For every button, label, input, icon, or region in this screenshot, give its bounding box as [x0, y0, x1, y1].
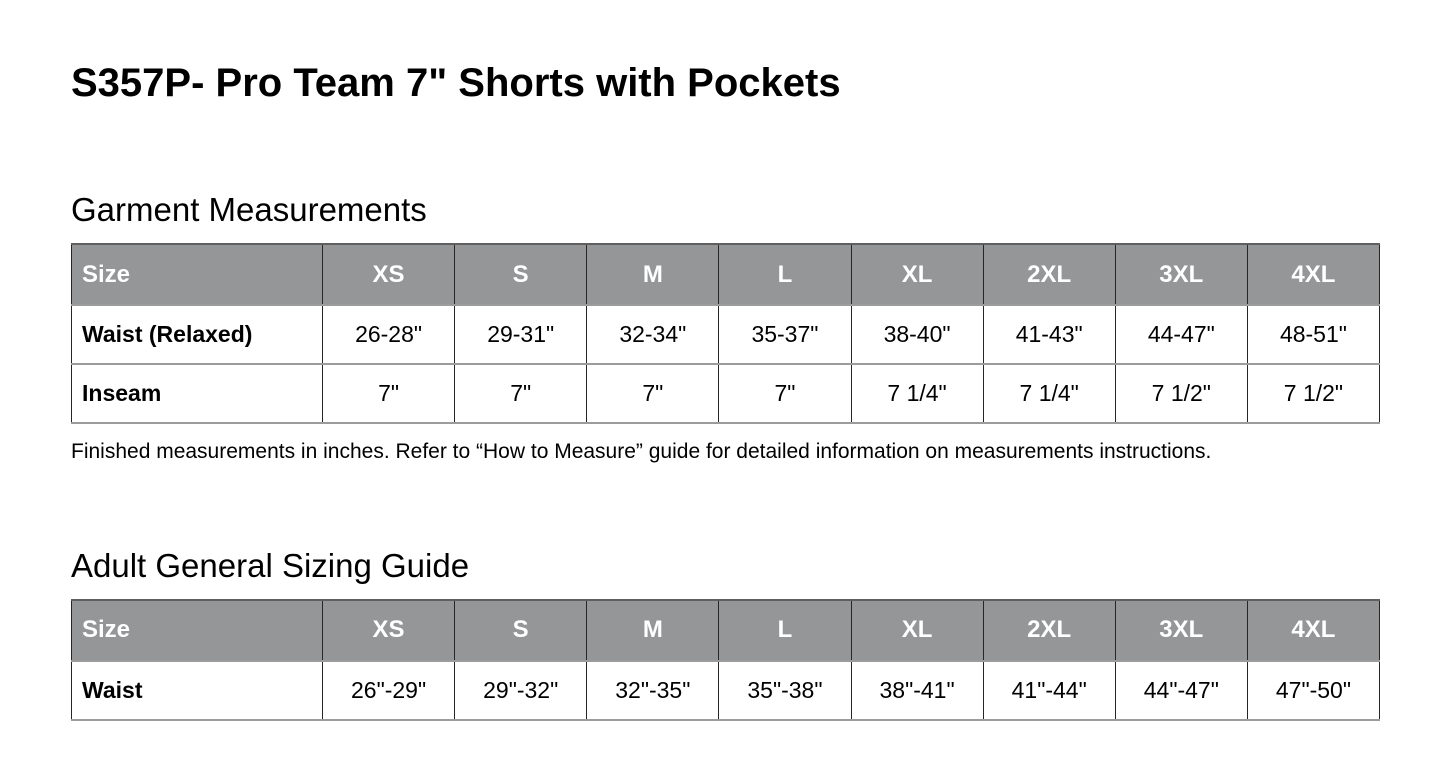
cell-value: 26"-29": [323, 661, 455, 720]
cell-value: 7 1/2": [1115, 364, 1247, 423]
cell-value: 7 1/4": [851, 364, 983, 423]
cell-value: 32-34": [587, 305, 719, 364]
garment-measurements-table: [71, 243, 1380, 424]
column-header-xl: XL: [851, 244, 983, 305]
garment-measurements-heading: Garment Measurements: [71, 191, 427, 228]
adult-sizing-table: [71, 599, 1380, 721]
column-header-2xl: 2XL: [983, 244, 1115, 305]
column-header-size: Size: [72, 244, 323, 305]
cell-value: 48-51": [1247, 305, 1379, 364]
cell-value: 29-31": [455, 305, 587, 364]
cell-value: 41-43": [983, 305, 1115, 364]
measurement-note: Finished measurements in inches. Refer to “How to Measure” guide for detailed information on measurements instructions.: [71, 440, 1212, 464]
adult-sizing-section: [71, 548, 1380, 721]
column-header-3xl: 3XL: [1115, 600, 1247, 661]
cell-value: 29"-32": [455, 661, 587, 720]
column-header-size: Size: [72, 600, 323, 661]
cell-value: 7": [323, 364, 455, 423]
column-header-2xl: 2XL: [983, 600, 1115, 661]
row-label: Waist (Relaxed): [72, 305, 323, 364]
cell-value: 47"-50": [1247, 661, 1379, 720]
cell-value: 26-28": [323, 305, 455, 364]
cell-value: 7 1/2": [1247, 364, 1379, 423]
table-header-row: [72, 244, 1380, 305]
garment-measurements-section: [71, 192, 1380, 466]
column-header-4xl: 4XL: [1247, 600, 1379, 661]
cell-value: 44"-47": [1115, 661, 1247, 720]
column-header-m: M: [587, 600, 719, 661]
table-header-row: [72, 600, 1380, 661]
table-row-waist-relaxed: [72, 305, 1380, 364]
cell-value: 35"-38": [719, 661, 851, 720]
column-header-s: S: [455, 244, 587, 305]
column-header-xl: XL: [851, 600, 983, 661]
cell-value: 44-47": [1115, 305, 1247, 364]
page-title: S357P- Pro Team 7" Shorts with Pockets: [71, 61, 841, 105]
adult-sizing-heading: Adult General Sizing Guide: [71, 546, 470, 584]
column-header-xs: XS: [323, 600, 455, 661]
cell-value: 32"-35": [587, 661, 719, 720]
row-label: Inseam: [72, 364, 323, 423]
cell-value: 38-40": [851, 305, 983, 364]
column-header-l: L: [719, 244, 851, 305]
cell-value: 7": [719, 364, 851, 423]
cell-value: 7 1/4": [983, 364, 1115, 423]
table-row-inseam: [72, 364, 1380, 423]
column-header-4xl: 4XL: [1247, 244, 1379, 305]
column-header-xs: XS: [323, 244, 455, 305]
cell-value: 7": [587, 364, 719, 423]
table-row-waist: [72, 661, 1380, 720]
column-header-s: S: [455, 600, 587, 661]
sizing-spec-page: [71, 0, 1380, 721]
row-label: Waist: [72, 661, 323, 720]
cell-value: 7": [455, 364, 587, 423]
column-header-3xl: 3XL: [1115, 244, 1247, 305]
cell-value: 38"-41": [851, 661, 983, 720]
cell-value: 41"-44": [983, 661, 1115, 720]
column-header-m: M: [587, 244, 719, 305]
cell-value: 35-37": [719, 305, 851, 364]
column-header-l: L: [719, 600, 851, 661]
